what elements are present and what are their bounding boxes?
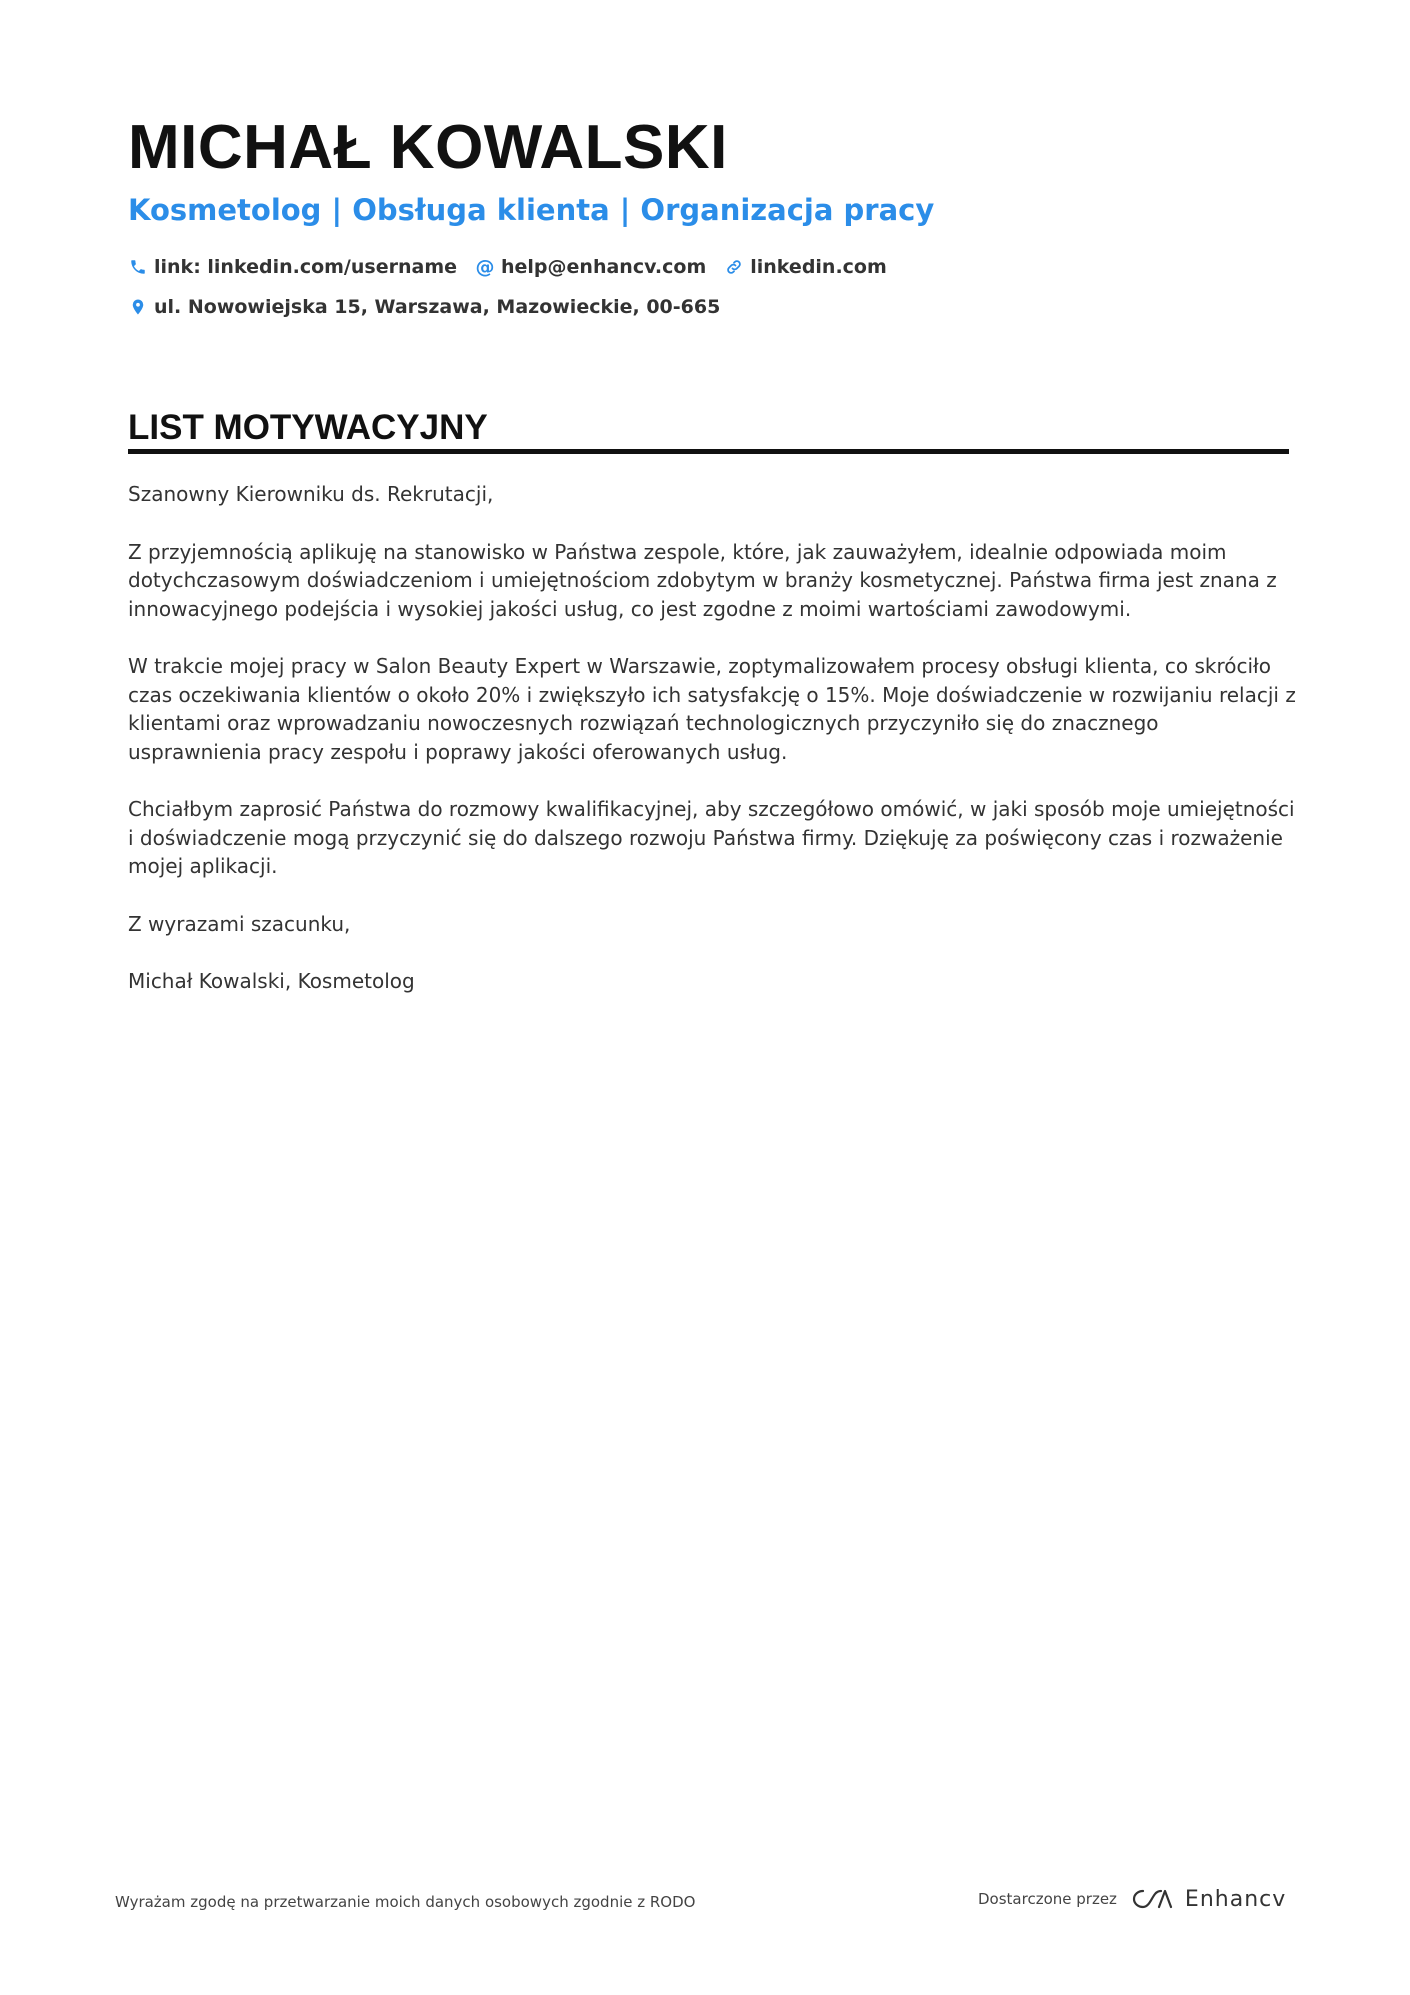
contact-address [128,296,720,318]
contact-link[interactable] [724,256,887,278]
contact-email[interactable] [475,256,706,278]
contact-row-1 [128,252,905,282]
contact-row-2 [128,292,738,322]
contact-address-text: ul. Nowowiejska 15, Warszawa, Mazowieckie, 00-665 [154,296,721,318]
contact-phone-text: link: linkedin.com/username [154,256,457,278]
letter-body [128,480,1298,1025]
contact-email-text: help@enhancv.com [501,256,707,278]
letter-signature: Michał Kowalski, Kosmetolog [128,969,415,993]
letter-greeting: Szanowny Kierowniku ds. Rekrutacji, [128,482,494,506]
section-title: LIST MOTYWACYJNY [128,408,488,447]
enhancv-brand: Enhancv [1184,1886,1287,1912]
letter-closing: Z wyrazami szacunku, [128,911,351,936]
gdpr-consent: Wyrażam zgodę na przetwarzanie moich danych osobowych zgodnie z RODO [115,1893,696,1911]
letter-paragraph-1: Z przyjemnością aplikuję na stanowisko w Państwa zespole, które, jak zauważyłem, idealnie odpowiada moim dotychczasowym doświadczeniom i umiejętnościom zdobytym w branży kosmetycznej. Państwa firma jest znana z innowacyjnego podejścia i wysokiej jakości usług, co jest zgodne z moimi wartościami zawodowymi. [128,539,1277,621]
letter-paragraph-2: W trakcie mojej pracy w Salon Beauty Expert w Warszawie, zoptymalizowałem procesy obsługi klienta, co skróciło czas oczekiwania klientów o około 20% i zwiększyło ich satysfakcję o 15%. Moje doświadczenie w rozwijaniu relacji z klientami oraz wprowadzaniu nowoczesnych rozwiązań technologicznych przyczyniło się do znacznego usprawnienia pracy zespołu i poprawy jakości oferowanych usług. [128,654,1296,764]
phone-icon [128,257,148,277]
section-divider [128,449,1289,454]
location-pin-icon [128,297,148,317]
contact-phone[interactable] [128,256,457,278]
link-icon [724,257,744,277]
letter-paragraph-3: Chciałbym zaprosić Państwa do rozmowy kwalifikacyjnej, aby szczegółowo omówić, w jaki sposób moje umiejętności i doświadczenie mogą przyczynić się do dalszego rozwoju Państwa firmy. Dziękuję za poświęcony czas i rozważenie mojej aplikacji. [128,797,1295,878]
candidate-headline: Kosmetolog | Obsługa klienta | Organizacja pracy [128,193,935,227]
powered-by-label: Dostarczone przez [978,1890,1117,1908]
powered-by[interactable] [978,1885,1286,1913]
candidate-name: MICHAŁ KOWALSKI [128,113,728,182]
contact-link-text: linkedin.com [750,256,887,278]
at-icon: @ [475,256,495,278]
enhancv-logo-icon [1129,1885,1177,1913]
